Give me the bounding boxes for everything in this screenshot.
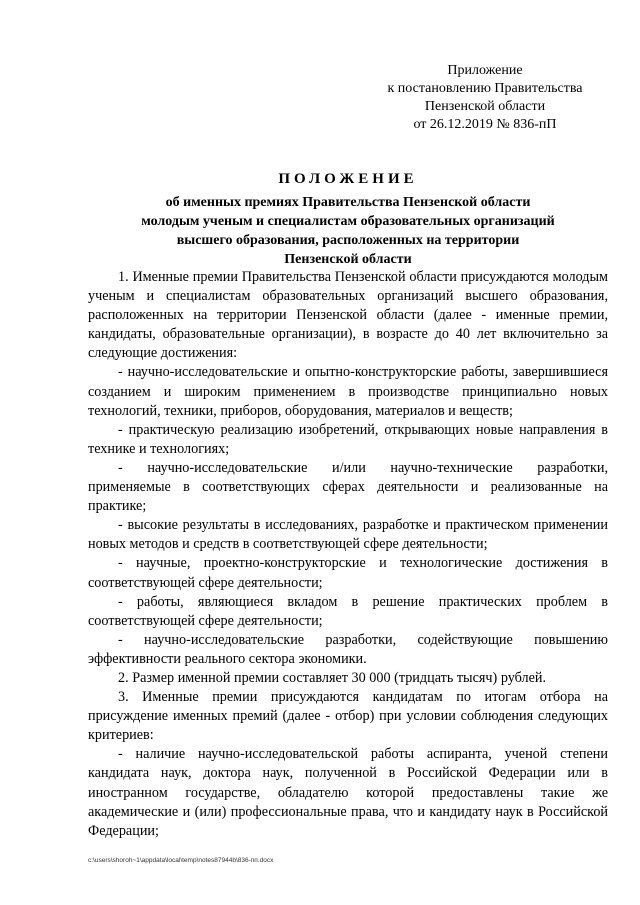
document-body xyxy=(88,268,608,841)
document-title xyxy=(88,170,608,269)
file-path-footer: c:\users\shoroh~1\appdata\local\temp\notes87944b\836-пп.docx xyxy=(88,857,274,864)
annex-line-2: к постановлению Правительства xyxy=(387,81,583,96)
paragraph: - работы, являющиеся вкладом в решение практических проблем в соответствующей сфере деятельности; xyxy=(88,593,608,629)
annex-line-4: от 26.12.2019 № 836-пП xyxy=(413,117,557,132)
annex-line-1: Приложение xyxy=(447,63,523,78)
title-line-2: молодым ученым и специалистам образовательных организаций xyxy=(141,214,555,229)
annex-block xyxy=(360,62,610,134)
paragraph: 2. Размер именной премии составляет 30 000 (тридцать тысяч) рублей. xyxy=(118,669,547,686)
title-line-3: высшего образования, расположенных на территории xyxy=(176,233,520,248)
title-line-1: об именных премиях Правительства Пензенской области xyxy=(165,195,531,210)
paragraph: 1. Именные премии Правительства Пензенской области присуждаются молодым ученым и специалистам образовательных организаций высшего образования, расположенных на территории Пензенской области (далее - именные премии, кандидаты, образовательные организации), в возрасте до 40 лет включительно за следующие достижения: xyxy=(88,269,608,362)
paragraph: - наличие научно-исследовательской работы аспиранта, ученой степени кандидата наук, доктора наук, полученной в Российской Федерации или в иностранном государстве, обладателю которой предоставлены такие же академические и (или) профессиональные права, что и кандидату наук в Российской Федерации; xyxy=(88,746,608,839)
title-line-4: Пензенской области xyxy=(284,252,412,267)
paragraph: - высокие результаты в исследованиях, разработке и практическом применении новых методов и средств в соответствующей сфере деятельности; xyxy=(88,517,608,553)
paragraph: - научные, проектно-конструкторские и технологические достижения в соответствующей сфере деятельности; xyxy=(88,555,608,591)
paragraph: - научно-исследовательские и опытно-конструкторские работы, завершившиеся созданием и широким применением в производстве принципиально новых технологий, техники, приборов, оборудования, материалов и веществ; xyxy=(88,364,608,419)
paragraph: 3. Именные премии присуждаются кандидатам по итогам отбора на присуждение именных премий (далее - отбор) при условии соблюдения следующих критериев: xyxy=(88,689,608,744)
title-heading: ПОЛОЖЕНИЕ xyxy=(278,171,418,187)
paragraph: - научно-исследовательские разработки, содействующие повышению эффективности реального сектора экономики. xyxy=(88,631,608,667)
paragraph: - практическую реализацию изобретений, открывающих новые направления в технике и технологиях; xyxy=(88,421,608,457)
paragraph: - научно-исследовательские и/или научно-технические разработки, применяемые в соответствующих сферах деятельности и реализованные на практике; xyxy=(88,459,608,515)
annex-line-3: Пензенской области xyxy=(424,99,546,114)
